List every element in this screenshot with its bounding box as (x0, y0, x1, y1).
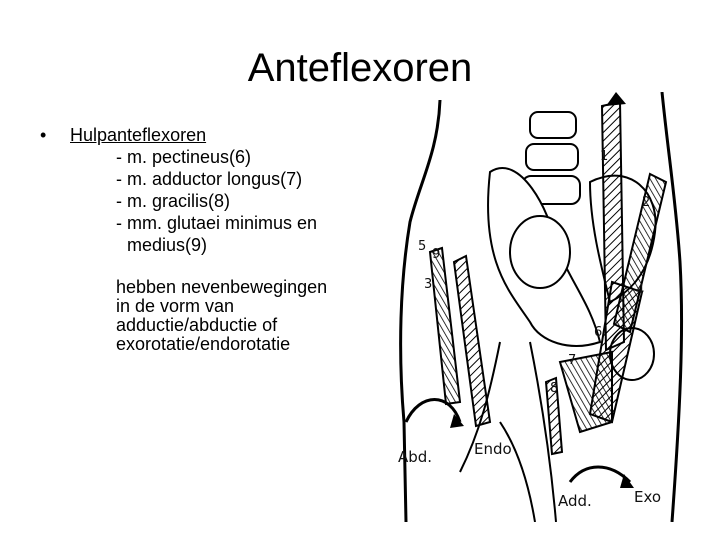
muscle-list (116, 146, 370, 256)
list-item-text: m. gracilis(8) (127, 191, 231, 211)
muscle-1-arrow (606, 92, 626, 106)
list-item-text: m. pectineus(6) (127, 147, 252, 167)
label-num-1: 1 (600, 149, 609, 164)
anatomy-drawing (380, 92, 690, 522)
note-text: hebben nevenbewegingen in de vorm van adductie/abductie of exorotatie/endorotatie (116, 277, 328, 354)
label-num-2: 2 (642, 195, 651, 210)
body-outline-right (662, 92, 682, 522)
list-item (116, 168, 370, 190)
label-num-4: 4 (636, 283, 645, 298)
label-num-3: 3 (424, 277, 433, 292)
label-num-5: 5 (418, 239, 427, 254)
dash: - (116, 213, 122, 233)
label-num-7: 7 (568, 353, 577, 368)
list-item (116, 190, 370, 212)
dash: - (116, 147, 122, 167)
list-item-text: m. adductor longus(7) (127, 169, 303, 189)
dash: - (116, 169, 122, 189)
label-abd: Abd. (398, 448, 433, 466)
exo-arrow (570, 467, 630, 482)
label-num-8: 8 (550, 381, 559, 396)
list-item-text: mm. glutaei minimus en medius(9) (127, 213, 318, 255)
thigh-inner-line (500, 422, 535, 522)
label-num-6: 6 (594, 325, 603, 340)
label-num-9: 9 (432, 247, 441, 262)
slide-title: Anteflexoren (247, 46, 473, 90)
pelvic-cavity (510, 216, 570, 288)
slide-content (40, 124, 370, 354)
list-item (116, 146, 370, 168)
label-endo: Endo (474, 440, 512, 458)
label-add: Add. (558, 492, 592, 510)
dash: - (116, 191, 122, 211)
list-item (116, 212, 370, 256)
bullet-main (40, 124, 370, 146)
pelvis-muscle-figure (380, 92, 690, 522)
bullet-marker: • (40, 125, 47, 145)
label-exo: Exo (634, 488, 662, 506)
bullet-heading: Hulpanteflexoren (70, 125, 207, 145)
